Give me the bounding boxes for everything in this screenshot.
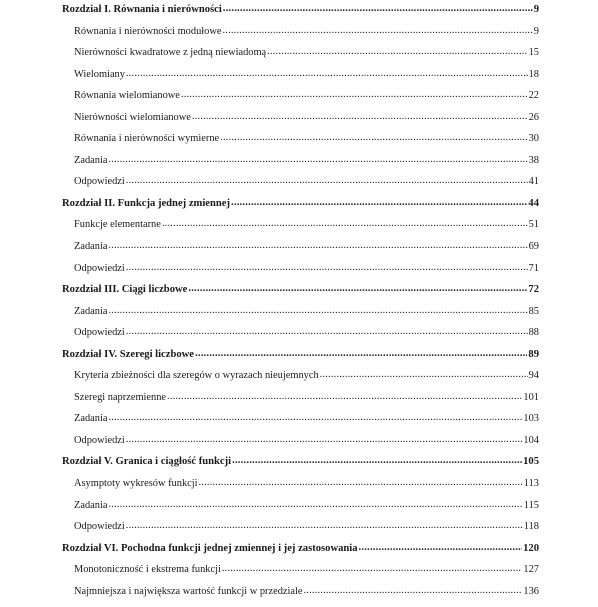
toc-section-entry[interactable] <box>62 413 539 435</box>
dot-leader <box>195 348 527 359</box>
dot-leader <box>188 283 527 294</box>
toc-entry-page-number: 103 <box>523 413 539 425</box>
toc-entry-title: Nierówności wielomianowe <box>74 111 191 123</box>
dot-leader <box>126 434 523 445</box>
toc-entry-page-number: 71 <box>528 262 539 274</box>
toc-section-entry[interactable] <box>62 47 539 69</box>
toc-section-entry[interactable] <box>62 69 539 91</box>
dot-leader <box>108 305 527 316</box>
dot-leader <box>167 391 522 402</box>
toc-entry-page-number: 51 <box>528 219 539 231</box>
toc-entry-title: Nierówności kwadratowe z jedną niewiadomą <box>74 47 267 59</box>
toc-chapter-entry[interactable] <box>62 198 539 220</box>
toc-entry-page-number: 101 <box>523 391 539 403</box>
dot-leader <box>220 132 527 143</box>
toc-entry-title: Zadania <box>74 499 108 511</box>
toc-section-entry[interactable] <box>62 219 539 241</box>
toc-chapter-entry[interactable] <box>62 456 539 478</box>
toc-entry-title: Zadania <box>74 413 108 425</box>
toc-entry-title: Rozdział VI. Pochodna funkcji jednej zmiennej i jej zastosowania <box>62 542 358 554</box>
toc-chapter-entry[interactable] <box>62 349 539 371</box>
dot-leader <box>232 455 522 466</box>
toc-entry-title: Zadania <box>74 241 108 253</box>
dot-leader <box>126 520 523 531</box>
dot-leader <box>126 68 528 79</box>
toc-entry-title: Odpowiedzi <box>74 327 125 339</box>
dot-leader <box>359 542 523 553</box>
toc-entry-page-number: 104 <box>523 434 539 446</box>
dot-leader <box>181 89 528 100</box>
toc-entry-title: Rozdział V. Granica i ciągłość funkcji <box>62 456 232 468</box>
toc-entry-page-number: 44 <box>528 197 539 209</box>
toc-entry-title: Odpowiedzi <box>74 262 125 274</box>
toc-entry-page-number: 105 <box>523 456 539 468</box>
toc-section-entry[interactable] <box>62 90 539 112</box>
toc-entry-page-number: 115 <box>523 499 539 511</box>
toc-entry-page-number: 136 <box>523 585 539 597</box>
toc-entry-page-number: 118 <box>523 521 539 533</box>
toc-section-entry[interactable] <box>62 586 539 607</box>
toc-entry-title: Rozdział III. Ciągi liczbowe <box>62 284 188 296</box>
toc-entry-title: Monotoniczność i ekstrema funkcji <box>74 564 221 576</box>
toc-entry-title: Odpowiedzi <box>74 521 125 533</box>
toc-entry-page-number: 41 <box>528 176 539 188</box>
dot-leader <box>162 218 528 229</box>
toc-entry-page-number: 22 <box>528 90 539 102</box>
dot-leader <box>222 563 523 574</box>
toc-entry-title: Wielomiany <box>74 68 125 80</box>
toc-chapter-entry[interactable] <box>62 4 539 26</box>
table-of-contents <box>62 4 539 607</box>
toc-entry-title: Kryteria zbieżności dla szeregów o wyrazach nieujemnych <box>74 370 319 382</box>
dot-leader <box>304 585 523 596</box>
toc-section-entry[interactable] <box>62 26 539 48</box>
toc-entry-title: Równania i nierówności modułowe <box>74 25 222 37</box>
toc-section-entry[interactable] <box>62 564 539 586</box>
toc-entry-title: Zadania <box>74 154 108 166</box>
toc-section-entry[interactable] <box>62 112 539 134</box>
toc-entry-page-number: 120 <box>523 542 539 554</box>
toc-entry-page-number: 69 <box>528 241 539 253</box>
toc-section-entry[interactable] <box>62 370 539 392</box>
dot-leader <box>108 499 522 510</box>
toc-entry-title: Najmniejsza i największa wartość funkcji w przedziale <box>74 585 303 597</box>
toc-entry-page-number: 89 <box>528 348 539 360</box>
toc-entry-page-number: 9 <box>533 25 539 37</box>
dot-leader <box>126 262 528 273</box>
toc-entry-page-number: 15 <box>528 47 539 59</box>
toc-section-entry[interactable] <box>62 133 539 155</box>
dot-leader <box>222 25 532 36</box>
dot-leader <box>320 369 528 380</box>
toc-entry-title: Odpowiedzi <box>74 434 125 446</box>
dot-leader <box>108 154 527 165</box>
dot-leader <box>267 46 527 57</box>
toc-entry-page-number: 72 <box>528 284 539 296</box>
toc-section-entry[interactable] <box>62 327 539 349</box>
toc-chapter-entry[interactable] <box>62 543 539 565</box>
toc-section-entry[interactable] <box>62 500 539 522</box>
toc-section-entry[interactable] <box>62 241 539 263</box>
toc-section-entry[interactable] <box>62 155 539 177</box>
toc-entry-title: Funkcje elementarne <box>74 219 161 231</box>
toc-entry-title: Szeregi naprzemienne <box>74 391 167 403</box>
toc-entry-page-number: 26 <box>528 111 539 123</box>
toc-entry-title: Równania i nierówności wymierne <box>74 133 220 145</box>
dot-leader <box>199 477 523 488</box>
toc-entry-page-number: 18 <box>528 68 539 80</box>
toc-entry-page-number: 38 <box>528 154 539 166</box>
toc-section-entry[interactable] <box>62 435 539 457</box>
toc-section-entry[interactable] <box>62 306 539 328</box>
toc-entry-title: Odpowiedzi <box>74 176 125 188</box>
toc-entry-title: Zadania <box>74 305 108 317</box>
toc-entry-page-number: 113 <box>523 478 539 490</box>
toc-entry-page-number: 30 <box>528 133 539 145</box>
dot-leader <box>223 3 533 14</box>
dot-leader <box>192 111 528 122</box>
toc-section-entry[interactable] <box>62 392 539 414</box>
toc-entry-page-number: 94 <box>528 370 539 382</box>
dot-leader <box>231 197 527 208</box>
toc-entry-page-number: 9 <box>533 4 539 15</box>
toc-chapter-entry[interactable] <box>62 284 539 306</box>
toc-entry-page-number: 127 <box>523 564 539 576</box>
toc-entry-title: Rozdział I. Równania i nierówności <box>62 4 222 15</box>
toc-section-entry[interactable] <box>62 263 539 285</box>
dot-leader <box>108 412 522 423</box>
dot-leader <box>126 326 528 337</box>
toc-section-entry[interactable] <box>62 521 539 543</box>
toc-entry-title: Asymptoty wykresów funkcji <box>74 478 198 490</box>
toc-entry-page-number: 88 <box>528 327 539 339</box>
toc-section-entry[interactable] <box>62 478 539 500</box>
toc-entry-title: Rozdział II. Funkcja jednej zmiennej <box>62 197 231 209</box>
toc-entry-title: Rozdział IV. Szeregi liczbowe <box>62 348 195 360</box>
toc-entry-title: Równania wielomianowe <box>74 90 180 102</box>
dot-leader <box>126 175 528 186</box>
toc-section-entry[interactable] <box>62 176 539 198</box>
toc-entry-page-number: 85 <box>528 305 539 317</box>
dot-leader <box>108 240 527 251</box>
